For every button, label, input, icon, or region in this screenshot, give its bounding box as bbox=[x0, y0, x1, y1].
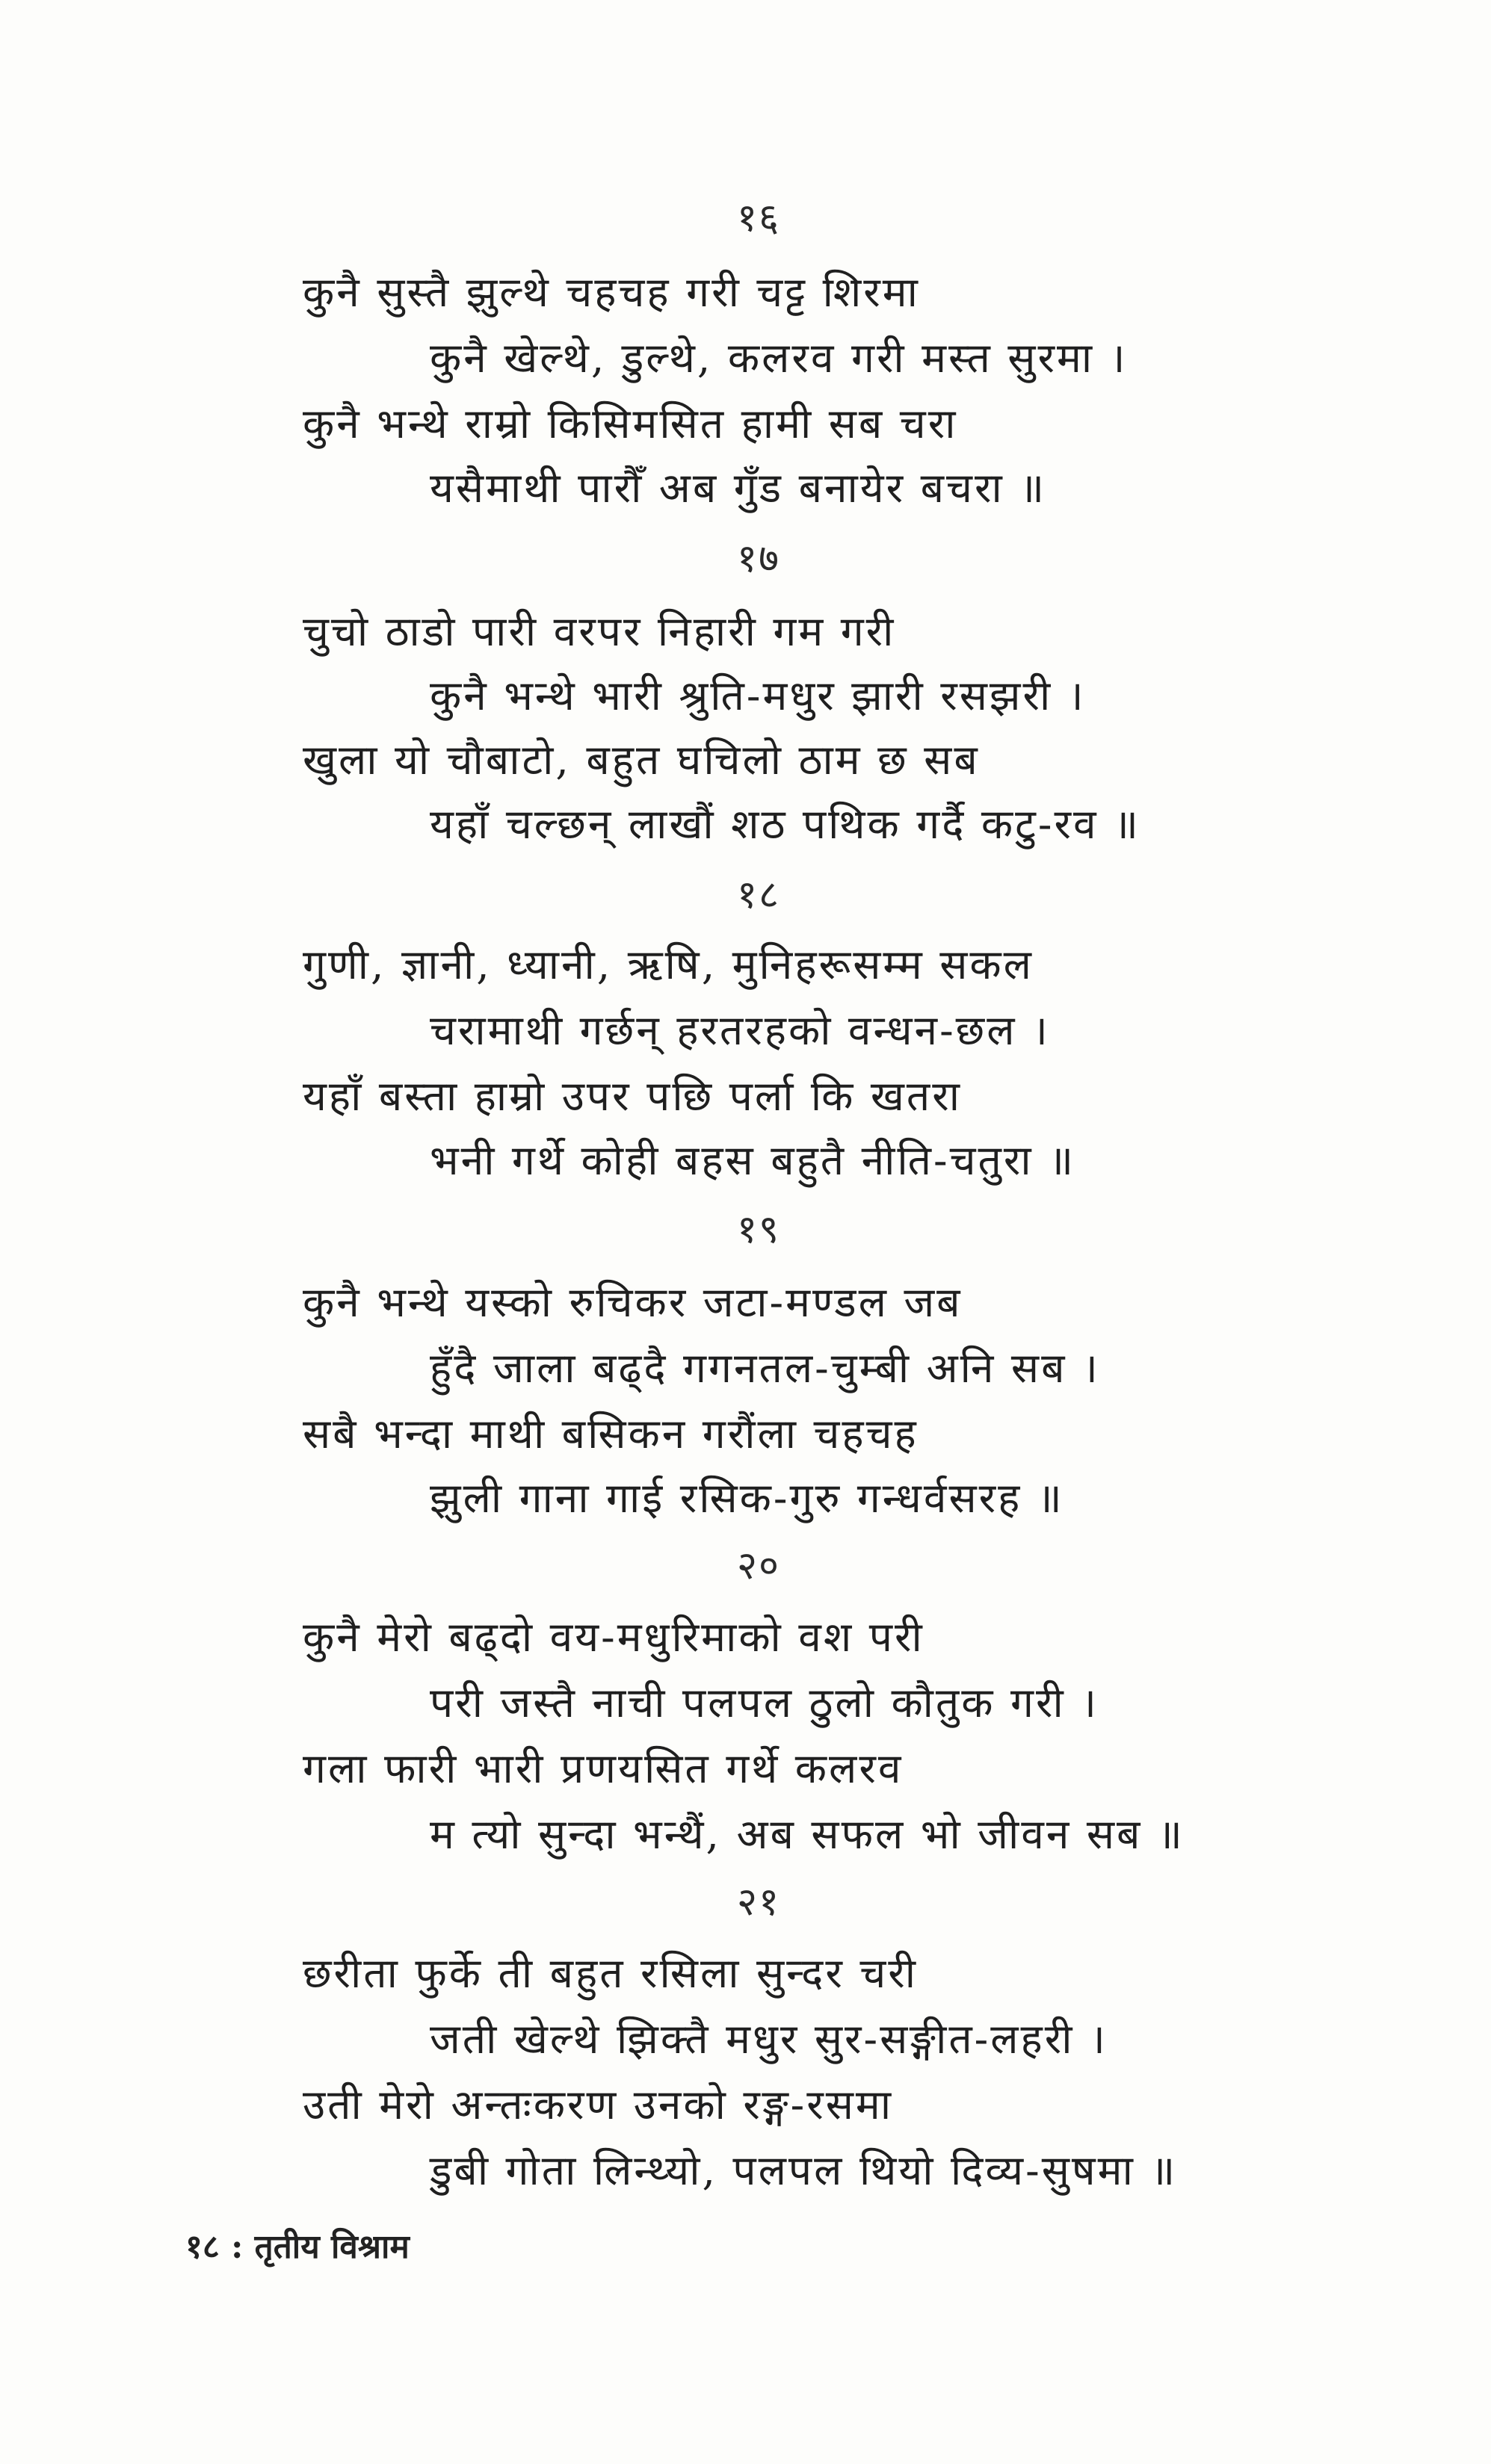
stanza-number: १६ bbox=[736, 196, 781, 241]
verse-line: हुँदै जाला बढ्दै गगनतल-चुम्बी अनि सब । bbox=[430, 1344, 1100, 1392]
page-footer: १८ : तृतीय विश्राम bbox=[185, 2228, 410, 2266]
verse-line: डुबी गोता लिन्थ्यो, पलपल थियो दिव्य-सुषमा ॥ bbox=[430, 2146, 1178, 2194]
verse-line: कुनै भन्थे राम्रो किसिमसित हामी सब चरा bbox=[303, 400, 958, 448]
verse-line: यसैमाथी पारौँ अब गुँड बनायेर बचरा ॥ bbox=[430, 464, 1047, 512]
stanza-number: १८ bbox=[736, 873, 781, 917]
verse-line: यहाँ बस्ता हाम्रो उपर पछि पर्ला कि खतरा bbox=[303, 1072, 962, 1120]
verse-line: सबै भन्दा माथी बसिकन गरौंला चहचह bbox=[303, 1410, 919, 1458]
verse-line: गला फारी भारी प्रणयसित गर्थे कलरव bbox=[303, 1745, 904, 1792]
verse-line: कुनै सुस्तै झुल्थे चहचह गरी चट्ट शिरमा bbox=[303, 268, 920, 316]
stanza-number: २० bbox=[736, 1544, 781, 1588]
verse-line: म त्यो सुन्दा भन्थैं, अब सफल भो जीवन सब ॥ bbox=[430, 1810, 1185, 1858]
verse-line: छरीता फुर्के ती बहुत रसिला सुन्दर चरी bbox=[303, 1949, 918, 1997]
verse-line: उती मेरो अन्तःकरण उनको रङ्ग-रसमा bbox=[303, 2081, 894, 2129]
stanza-number: १९ bbox=[736, 1207, 781, 1252]
verse-line: भनी गर्थे कोही बहस बहुतै नीति-चतुरा ॥ bbox=[430, 1136, 1076, 1184]
stanza-number: १७ bbox=[736, 536, 781, 581]
verse-line: चुचो ठाडो पारी वरपर निहारी गम गरी bbox=[303, 607, 896, 655]
verse-line: परी जस्तै नाची पलपल ठुलो कौतुक गरी । bbox=[430, 1679, 1099, 1727]
verse-line: कुनै खेल्थे, डुल्थे, कलरव गरी मस्त सुरमा । bbox=[430, 334, 1128, 382]
verse-line: झुली गाना गाई रसिक-गुरु गन्धर्वसरह ॥ bbox=[430, 1474, 1064, 1522]
verse-line: कुनै मेरो बढ्दो वय-मधुरिमाको वश परी bbox=[303, 1613, 924, 1661]
verse-line: गुणी, ज्ञानी, ध्यानी, ऋषि, मुनिहरूसम्म सकल bbox=[303, 941, 1034, 988]
verse-line: कुनै भन्थे यस्को रुचिकर जटा-मण्डल जब bbox=[303, 1278, 963, 1326]
verse-line: जती खेल्थे झिक्तै मधुर सुर-सङ्गीत-लहरी । bbox=[430, 2015, 1108, 2063]
verse-line: यहाँ चल्छन् लाखौं शठ पथिक गर्दै कटु-रव ॥ bbox=[430, 800, 1140, 848]
stanza-number: २१ bbox=[736, 1880, 781, 1925]
verse-line: कुनै भन्थे भारी श्रुति-मधुर झारी रसझरी । bbox=[430, 672, 1086, 719]
verse-line: चरामाथी गर्छन् हरतरहको वन्धन-छल । bbox=[430, 1006, 1050, 1054]
verse-line: खुला यो चौबाटो, बहुत घचिलो ठाम छ सब bbox=[303, 736, 980, 784]
